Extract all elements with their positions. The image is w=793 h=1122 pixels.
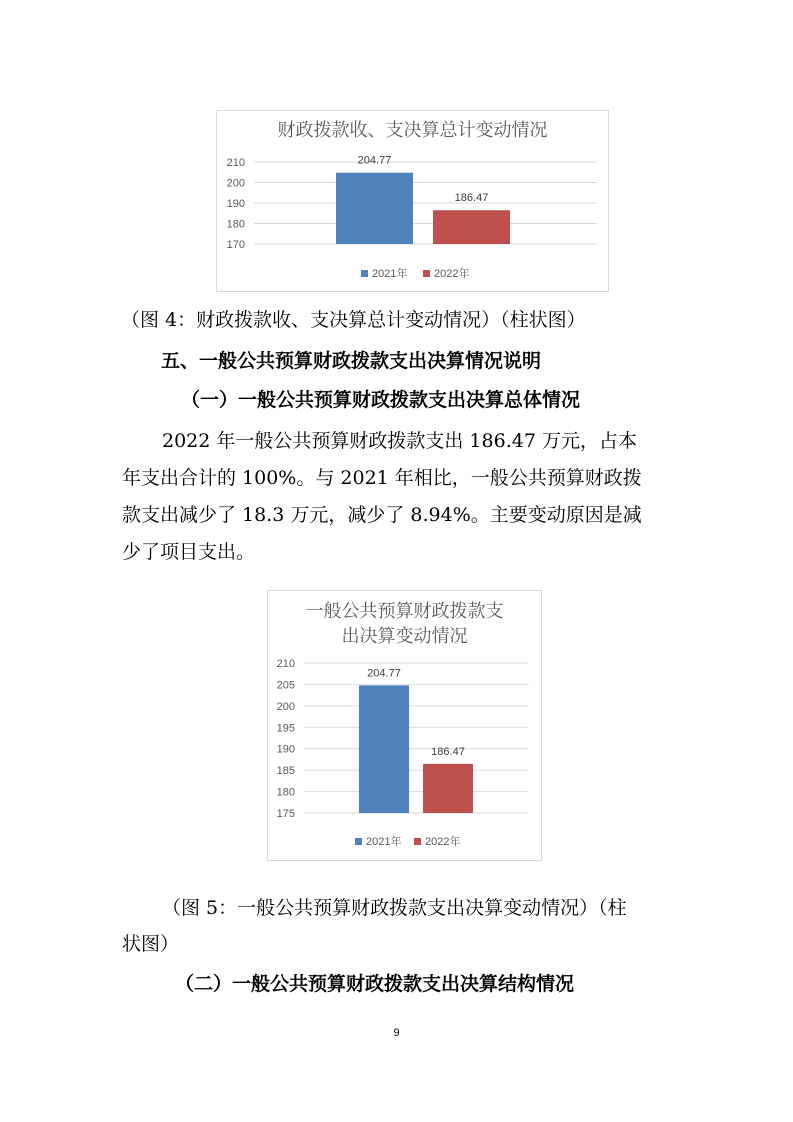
y-tick-label: 210 <box>226 157 245 169</box>
y-tick-label: 170 <box>226 239 245 251</box>
legend-label: 2022年 <box>434 268 470 280</box>
chart-title-line: 出决算变动情况 <box>341 626 468 647</box>
y-tick-label: 180 <box>276 786 295 799</box>
legend-label: 2021年 <box>366 836 402 848</box>
data-label: 186.47 <box>454 192 489 205</box>
chart-fig4 <box>216 110 609 292</box>
y-tick-label: 175 <box>276 808 295 820</box>
bar-2022 <box>423 764 473 813</box>
data-label: 204.77 <box>357 154 392 167</box>
figure-caption: 状图） <box>122 933 180 955</box>
y-tick-label: 180 <box>226 218 245 231</box>
subsection-heading: （一）一般公共预算财政拨款支出决算总体情况 <box>181 389 581 411</box>
page-number: 9 <box>393 1027 400 1039</box>
subsection-heading: （二）一般公共预算财政拨款支出决算结构情况 <box>175 973 575 995</box>
chart-plot <box>217 111 608 291</box>
section-heading: 五、一般公共预算财政拨款支出决算情况说明 <box>161 350 542 372</box>
legend-swatch <box>414 838 421 845</box>
bar-2021 <box>336 173 413 244</box>
y-tick-label: 205 <box>276 679 295 692</box>
bar-2021 <box>359 685 409 813</box>
paragraph-line: 年支出合计的 100%。与 2021 年相比，一般公共预算财政拨 <box>122 467 642 489</box>
figure-caption: （图 4：财政拨款收、支决算总计变动情况）（柱状图） <box>121 309 586 331</box>
paragraph-line: 2022 年一般公共预算财政拨款支出 186.47 万元，占本 <box>162 430 637 452</box>
paragraph-line: 少了项目支出。 <box>122 541 256 563</box>
y-tick-label: 190 <box>226 198 245 210</box>
legend-label: 2022年 <box>425 836 461 848</box>
legend-swatch <box>361 270 368 277</box>
data-label: 204.77 <box>367 667 401 680</box>
chart-fig5 <box>267 590 542 861</box>
legend-swatch <box>355 838 362 845</box>
y-tick-label: 195 <box>276 722 295 735</box>
y-tick-label: 200 <box>276 700 295 713</box>
legend-label: 2021年 <box>372 268 408 280</box>
paragraph-line: 款支出减少了 18.3 万元，减少了 8.94%。主要变动原因是减 <box>122 504 642 526</box>
y-tick-label: 190 <box>276 743 295 756</box>
y-tick-label: 185 <box>276 765 295 778</box>
legend-swatch <box>423 270 430 277</box>
data-label: 186.47 <box>431 745 465 758</box>
y-tick-label: 200 <box>226 177 245 190</box>
bar-2022 <box>433 210 510 244</box>
figure-caption: （图 5：一般公共预算财政拨款支出决算变动情况）（柱 <box>162 897 627 919</box>
chart-title: 财政拨款收、支决算总计变动情况 <box>277 120 548 141</box>
chart-plot <box>268 591 541 860</box>
chart-title-line: 一般公共预算财政拨款支 <box>305 601 504 622</box>
y-tick-label: 210 <box>276 658 295 670</box>
